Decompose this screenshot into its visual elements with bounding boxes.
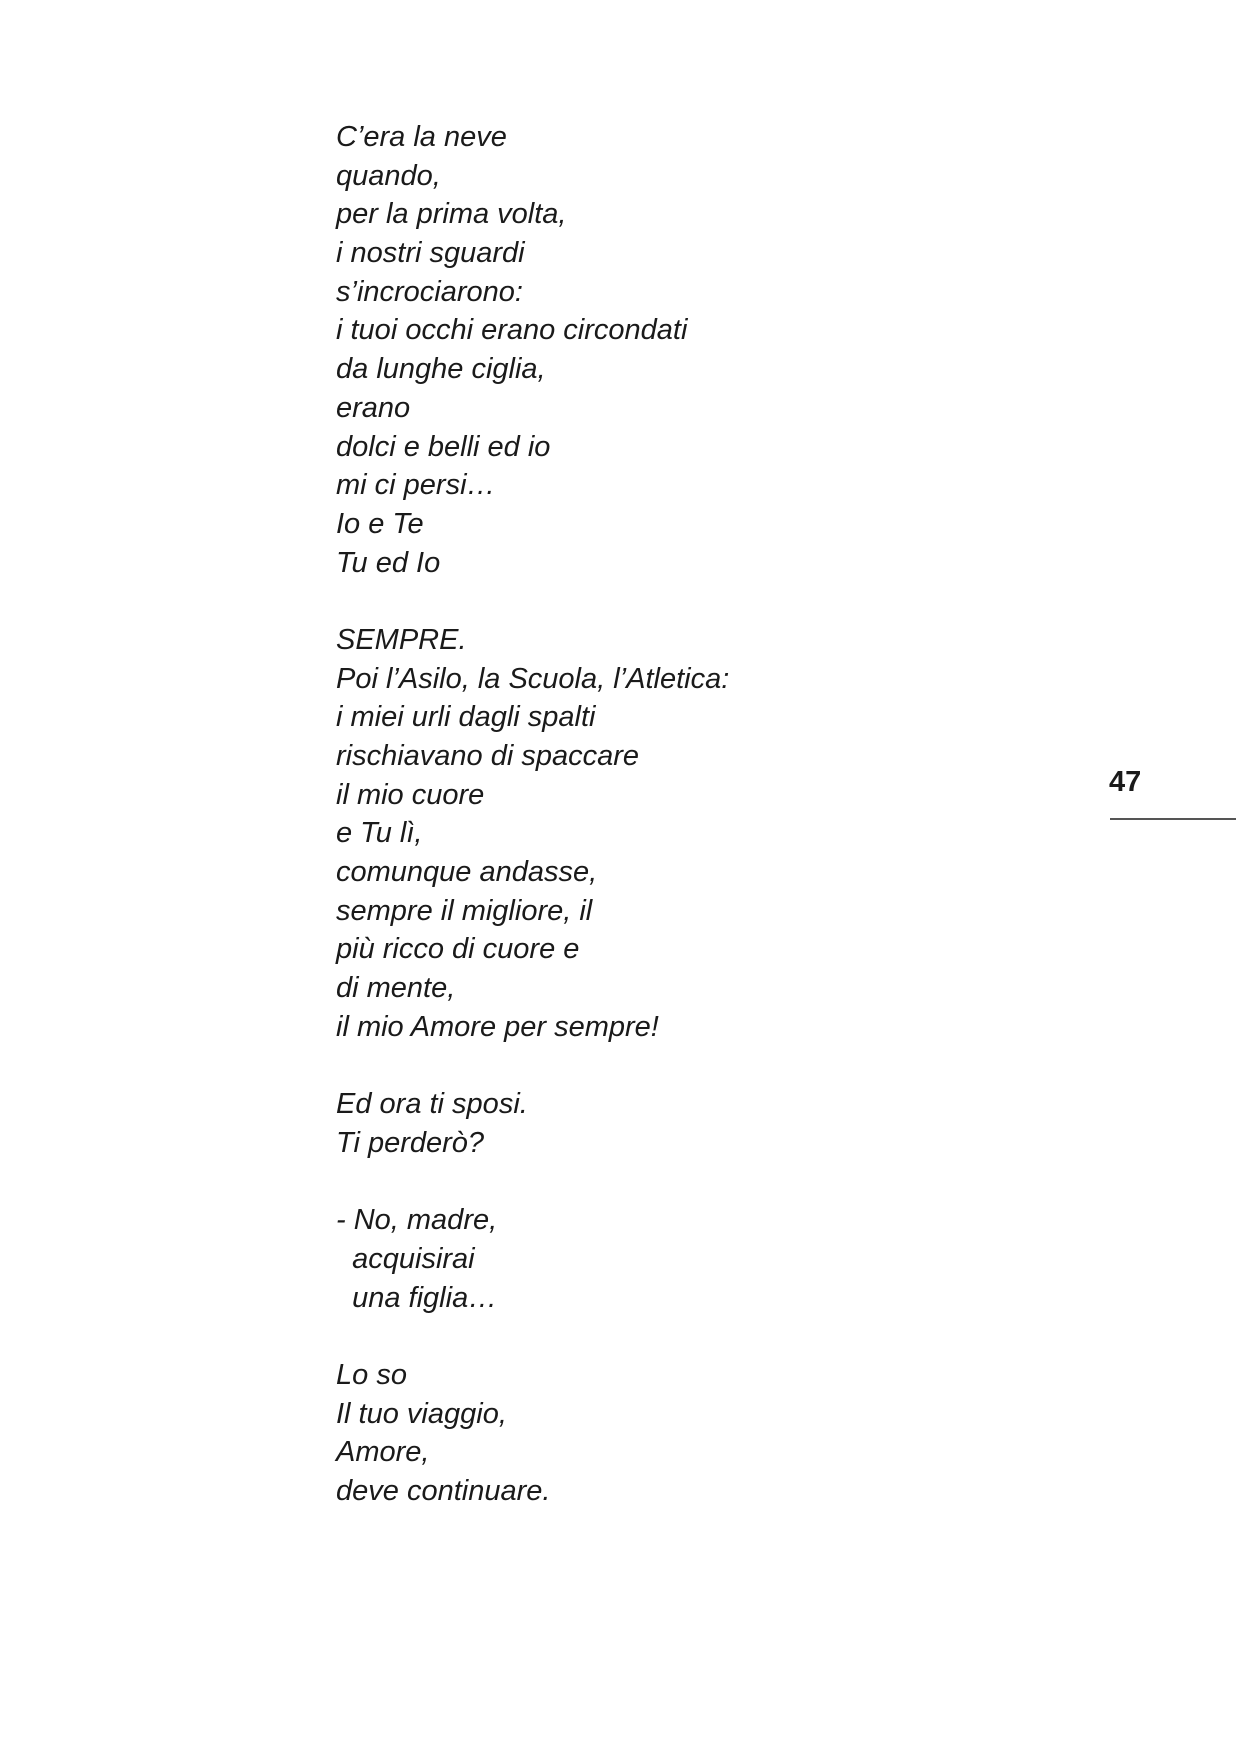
poem-line: da lunghe ciglia, [336,353,546,386]
poem-line: più ricco di cuore e [336,933,580,966]
poem-line: rischiavano di spaccare [336,740,640,772]
poem-line: e Tu lì, [336,817,423,850]
poem-line: i nostri sguardi [336,237,525,270]
poem-line: - No, madre, [336,1204,498,1237]
poem-line: Il tuo viaggio, [336,1397,507,1430]
poem-line: C’era la neve [336,121,507,153]
poem-line: s’incrociarono: [336,275,523,308]
poem-line: Tu ed Io [336,546,441,579]
poem-line: deve continuare. [336,1475,551,1508]
poem-line: una figlia… [336,1281,498,1314]
poem-line: SEMPRE. [336,623,467,656]
poem-line: Lo so [336,1359,407,1391]
poem-line: Poi l’Asilo, la Scuola, l’Atletica: [336,662,730,695]
poem-line: dolci e belli ed io [336,430,551,463]
stanza-break [336,1317,729,1356]
stanza-break [336,582,729,621]
poem-line: Ti perderò? [336,1126,485,1159]
poem-line: per la prima volta, [336,198,567,231]
poem-line: Amore, [336,1436,430,1469]
poem-line: mi ci persi… [336,469,496,502]
stanza-break [336,1047,729,1086]
poem-line: acquisirai [336,1242,475,1275]
poem-line: Ed ora ti sposi. [336,1088,528,1121]
poem-line: sempre il migliore, il [336,894,593,927]
poem-line: il mio cuore [336,778,485,811]
page-number: 47 [1109,766,1142,798]
poem-line: di mente, [336,972,456,1005]
poem-line: i tuoi occhi erano circondati [336,314,688,347]
poem-line: comunque andasse, [336,856,598,889]
poem-line: il mio Amore per sempre! [336,1010,659,1043]
poem-line: i miei urli dagli spalti [336,701,596,734]
poem-line: erano [336,391,411,424]
poem-line: Io e Te [336,507,424,540]
poem-line: quando, [336,159,441,192]
poem-text [336,118,729,1511]
page-number-rule [1110,818,1236,820]
stanza-break [336,1163,729,1202]
